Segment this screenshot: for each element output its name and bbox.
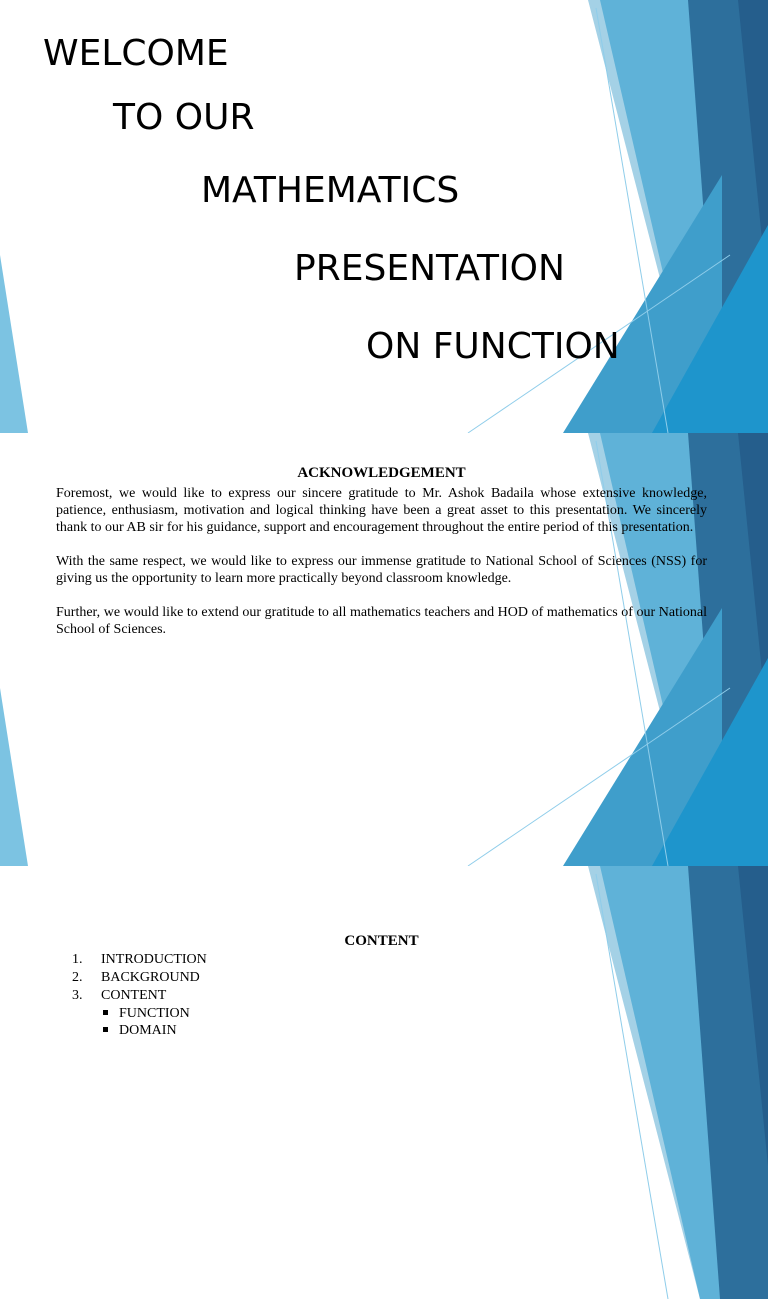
content-subitem [56, 1005, 707, 1022]
content-subitem [56, 1022, 707, 1039]
content-list-item [56, 951, 707, 969]
content-list-item [56, 987, 707, 1005]
list-number: 1. [72, 952, 83, 967]
list-number: 3. [72, 988, 83, 1003]
content-list [56, 951, 707, 1005]
list-number: 2. [72, 970, 83, 985]
title-line-on-function: ON FUNCTION [366, 326, 620, 367]
square-bullet-icon [103, 1027, 108, 1032]
title-line-presentation: PRESENTATION [294, 248, 565, 289]
title-line-welcome: WELCOME [43, 33, 229, 74]
subitem-label: FUNCTION [119, 1006, 190, 1021]
left-accent-triangle [0, 688, 28, 866]
acknowledgement-paragraph: With the same respect, we would like to express our immense gratitude to National School of Sciences (NSS) for giving us the opportunity to learn more practically beyond classroom knowledge. [56, 554, 707, 586]
content-slide [0, 866, 768, 1038]
title-slide [0, 0, 768, 433]
square-bullet-icon [103, 1010, 108, 1015]
acknowledgement-paragraph: Foremost, we would like to express our sincere gratitude to Mr. Ashok Badaila whose extensive knowledge, patience, enthusiasm, motivation and logical thinking have been a great asset to this presentation. We sincerely thank to our AB sir for his guidance, support and encouragement throughout the entire period of this presentation. [56, 486, 707, 535]
content-text-block [56, 932, 707, 1039]
subitem-label: DOMAIN [119, 1023, 177, 1038]
acknowledgement-paragraph: Further, we would like to extend our gratitude to all mathematics teachers and HOD of mathematics of our National School of Sciences. [56, 605, 707, 637]
slide-background-decoration [0, 866, 768, 1299]
left-accent-triangle [0, 255, 28, 433]
title-line-mathematics: MATHEMATICS [201, 170, 460, 211]
content-heading: CONTENT [344, 933, 419, 949]
acknowledgement-slide [0, 433, 768, 866]
acknowledgement-heading: ACKNOWLEDGEMENT [297, 465, 466, 481]
content-sublist [56, 1005, 707, 1039]
acknowledgement-text-block [56, 464, 707, 655]
list-item-label: INTRODUCTION [101, 952, 207, 967]
title-line-to-our: TO OUR [113, 97, 255, 138]
list-item-label: CONTENT [101, 988, 167, 1003]
list-item-label: BACKGROUND [101, 970, 200, 985]
content-list-item [56, 969, 707, 987]
